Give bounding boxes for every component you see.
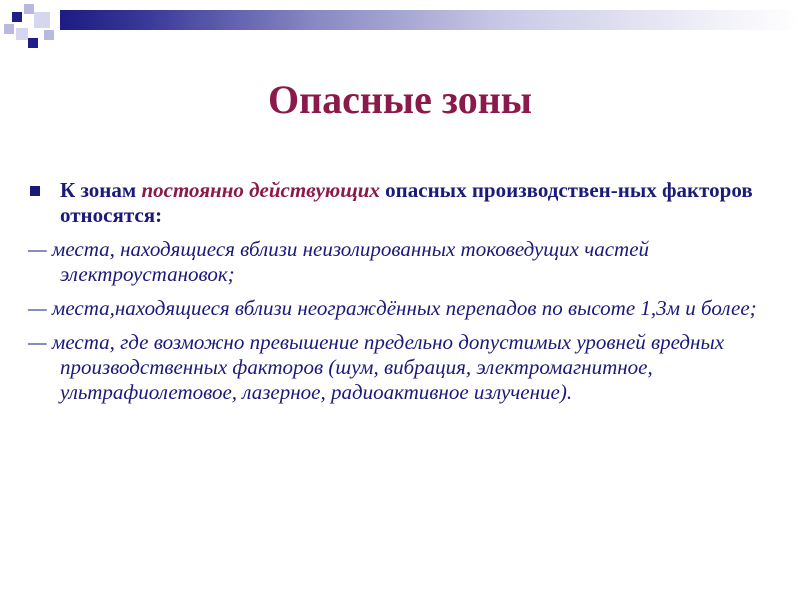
bullet-suffix: опасных производствен-ных факторов относятся: <box>60 178 753 227</box>
list-item: — места, где возможно превышение предельно допустимых уровней вредных производственных факторов (шум, вибрация, электромагнитное, ультрафиолетовое, лазерное, радиоактивное излучение). <box>28 330 725 404</box>
decor-square <box>16 28 28 40</box>
square-bullet-icon <box>30 186 40 196</box>
decor-square <box>24 4 34 14</box>
decor-square <box>34 12 50 28</box>
decor-square <box>44 30 54 40</box>
slide-title: Опасные зоны <box>267 77 533 122</box>
header-gradient-band <box>60 10 800 30</box>
slide-content <box>28 178 778 405</box>
decor-square <box>12 12 22 22</box>
bullet-emphasis: постоянно действующих <box>141 178 380 202</box>
list-item: — места, находящиеся вблизи неизолированных токоведущих частей электроустановок; <box>28 237 650 286</box>
bullet-paragraph <box>28 178 778 228</box>
decor-square <box>4 24 14 34</box>
bullet-prefix: К зонам <box>60 178 142 202</box>
decor-square <box>28 38 38 48</box>
list-item: — места,находящиеся вблизи неограждённых перепадов по высоте 1,3м и более; <box>28 296 757 320</box>
